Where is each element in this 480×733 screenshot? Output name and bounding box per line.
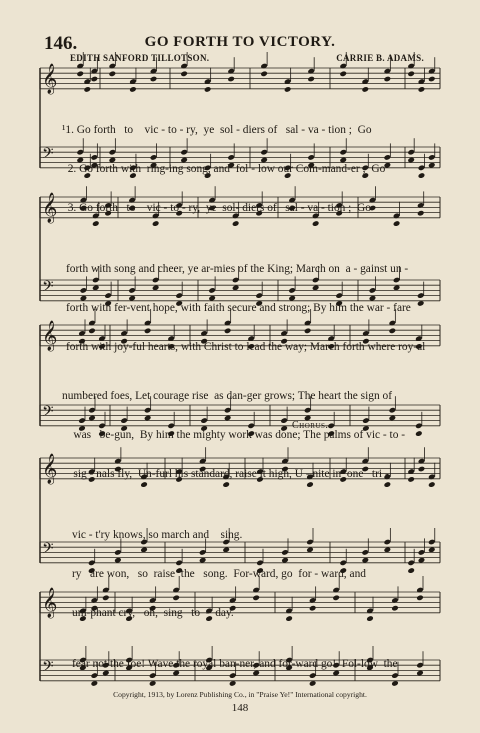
note-head <box>84 86 92 93</box>
note-head <box>418 86 426 93</box>
note-head <box>339 71 347 78</box>
note-head <box>362 86 370 93</box>
note-head <box>407 71 415 78</box>
bass-clef-icon: 𝄢 <box>42 540 54 561</box>
treble-clef-icon: 𝄞 <box>42 193 58 223</box>
lyrics-system-3 <box>62 364 480 507</box>
note-head <box>180 71 188 78</box>
treble-clef-icon: 𝄞 <box>42 588 58 618</box>
note-head <box>227 76 235 83</box>
note-head <box>307 76 315 83</box>
lyric-line: sig - nals fly, Un-furl his standard, raise it high, U - nite in one tri - <box>62 468 389 480</box>
note-head <box>204 86 212 93</box>
note-head <box>260 71 268 78</box>
bass-clef-icon: 𝄢 <box>42 145 54 166</box>
lyrics-system-2 <box>66 237 480 380</box>
lyric-line: ¹1. Go forth to vic - to - ry, ye sol - diers of sal - va - tion ; Go <box>62 124 372 136</box>
lyric-line: ry are won, so raise the song. For-ward, go for - ward, and <box>72 568 366 580</box>
note-head <box>129 86 137 93</box>
lyric-line: was be-gun, By him the mighty work was done; The palms of vic - to - <box>62 429 406 441</box>
bass-clef-icon: 𝄢 <box>42 278 54 299</box>
lyric-line: fear not the foe! Wave the royal ban-ner, and for-ward go! Fol-low the <box>72 658 398 670</box>
lyric-line: um-phant cry, oh, sing to - day. <box>72 607 234 619</box>
lyrics-system-1 <box>62 98 480 241</box>
lyric-line: forth with song and cheer, ye ar-mies of the King; March on a - gainst un - <box>66 263 409 275</box>
hymn-number: 146. <box>44 33 78 54</box>
lyric-line: vic - t'ry knows, so march and sing. <box>72 529 243 541</box>
composer-credit: CARRIE B. ADAMS. <box>336 53 424 63</box>
lyrics-system-5 <box>72 632 480 697</box>
chorus-label: Chorus. <box>292 420 329 431</box>
note-head <box>428 76 436 83</box>
page-number: 148 <box>231 702 249 714</box>
lyrics-system-4 <box>72 503 480 646</box>
note-head <box>76 71 84 78</box>
copyright-notice: Copyright, 1913, by Lorenz Publishing Co., in "Praise Ye!" International copyright. <box>113 690 367 699</box>
note-head <box>150 76 158 83</box>
hymn-title: GO FORTH TO VICTORY. <box>144 34 336 50</box>
note-head <box>109 71 117 78</box>
lyric-line: numbered foes, Let courage rise as dan-ger grows; The heart the sign of <box>62 390 393 402</box>
lyric-line: forth with joy-ful hearts, with Christ to lead the way; March forth where roy-al <box>66 341 426 353</box>
note-head <box>91 76 99 83</box>
treble-clef-icon: 𝄞 <box>42 454 58 484</box>
treble-clef-icon: 𝄞 <box>42 64 58 94</box>
treble-clef-icon: 𝄞 <box>42 321 58 351</box>
lyric-line: forth with fer-vent hope, with faith secure and strong; By him the war - fare <box>66 302 411 314</box>
note-head <box>284 86 292 93</box>
lyricist-credit: EDITH SANFORD TILLOTSON. <box>70 53 210 63</box>
bass-clef-icon: 𝄢 <box>42 658 54 679</box>
note-head <box>384 76 392 83</box>
bass-clef-icon: 𝄢 <box>42 403 54 424</box>
lyric-line: 2. Go forth with ring-ing song, and fol - low our Com-mand-er ; Go <box>62 163 386 175</box>
lyric-line: 3. Go forth to vic - to - ry, ye sol- diers of sal - va - tion ; Go <box>62 202 371 214</box>
